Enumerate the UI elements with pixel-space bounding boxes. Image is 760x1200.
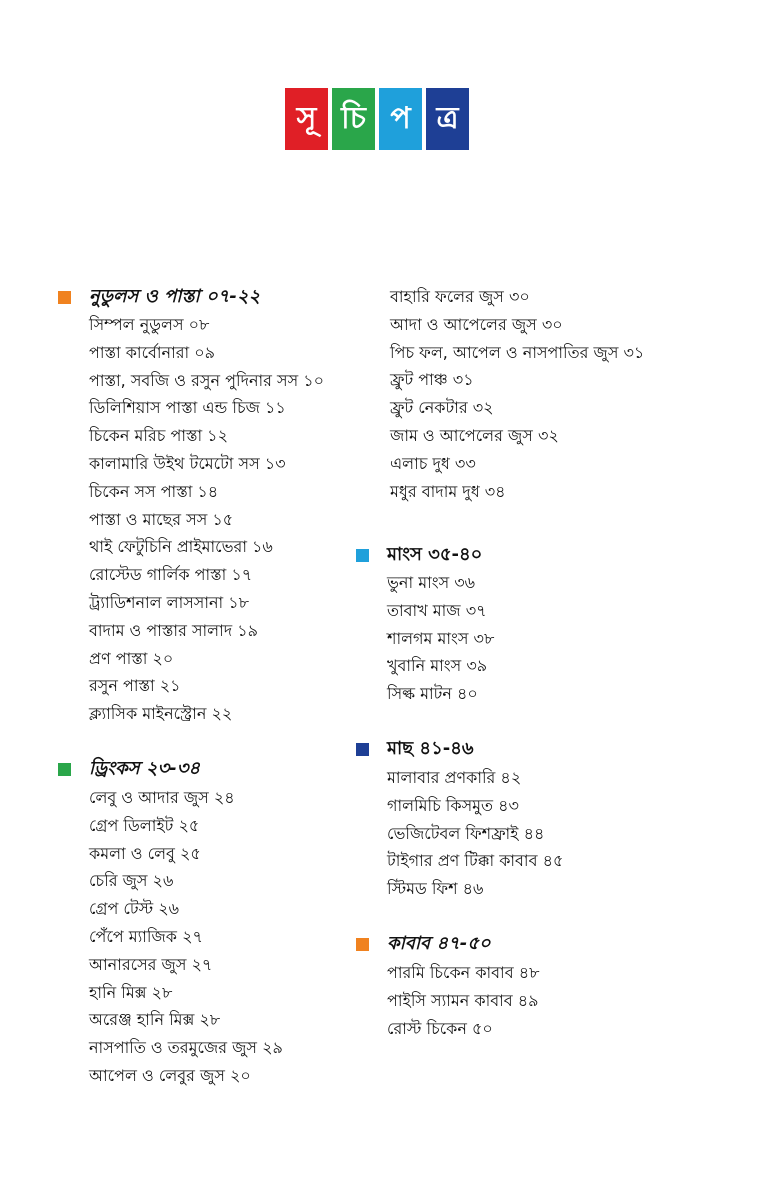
item-list (58, 311, 358, 728)
section-title: মাংস ৩৫-৪০ (387, 543, 483, 565)
square-marker-icon (356, 743, 369, 756)
toc-entry: প্রণ পাস্তা ২০ (89, 648, 174, 668)
toc-entry: সিম্পল নুডুলস ০৮ (89, 315, 210, 334)
item-list (356, 569, 756, 708)
toc-entry: মধুর বাদাম দুধ ৩৪ (390, 481, 506, 501)
square-marker-icon (356, 938, 369, 951)
square-marker-icon (356, 549, 369, 562)
square-marker-icon (58, 763, 71, 776)
square-marker-icon (58, 291, 71, 304)
toc-entry: আপেল ও লেবুর জুস ২০ (89, 1065, 251, 1085)
section-title: ড্রিংকস ২৩-৩৪ (89, 758, 201, 780)
toc-entry: পাস্তা কার্বোনারা ০৯ (89, 342, 216, 362)
section-heading (58, 756, 358, 784)
toc-entry: অরেঞ্জ হানি মিক্স ২৮ (89, 1010, 221, 1030)
item-list (356, 764, 756, 903)
drinks-continued (390, 283, 750, 505)
toc-entry: পাস্তা, সবজি ও রসুন পুদিনার সস ১০ (89, 370, 325, 390)
toc-entry: এলাচ দুধ ৩৩ (390, 453, 476, 473)
toc-entry: বাহারি ফলের জুস ৩০ (390, 287, 530, 306)
toc-entry: বাদাম ও পাস্তার সালাদ ১৯ (89, 620, 258, 640)
toc-entry: ভুনা মাংস ৩৬ (387, 573, 476, 592)
toc-entry: কমলা ও লেবু ২৫ (89, 843, 201, 863)
item-list (58, 784, 358, 1090)
toc-entry: হানি মিক্স ২৮ (89, 982, 173, 1002)
toc-entry: গালমিচি কিসমুত ৪৩ (387, 795, 519, 815)
toc-entry: রোস্টেড গার্লিক পাস্তা ১৭ (89, 565, 253, 585)
toc-entry: পাইসি স্যামন কাবাব ৪৯ (387, 990, 539, 1010)
toc-entry: ট্র্যাডিশনাল লাসসানা ১৮ (89, 592, 250, 612)
toc-entry: ডিলিশিয়াস পাস্তা এন্ড চিজ ১১ (89, 398, 286, 418)
page-title (285, 88, 469, 150)
title-letter: ত্র (426, 88, 469, 150)
toc-entry: শালগম মাংস ৩৮ (387, 628, 495, 648)
toc-entry: পেঁপে ম্যাজিক ২৭ (89, 926, 203, 946)
toc-entry: স্টিমড ফিশ ৪৬ (387, 879, 484, 899)
section-title: মাছ ৪১-৪৬ (387, 738, 474, 760)
toc-entry: তাবাখ মাজ ৩৭ (387, 600, 487, 620)
toc-entry: খুবানি মাংস ৩৯ (387, 656, 488, 676)
toc-entry: মালাবার প্রণকারি ৪২ (387, 767, 522, 787)
toc-entry: রসুন পাস্তা ২১ (89, 676, 181, 696)
toc-entry: আদা ও আপেলের জুস ৩০ (390, 314, 563, 334)
toc-entry: ক্ল্যাসিক মাইনস্ট্রোন ২২ (89, 704, 233, 724)
toc-entry: টাইগার প্রণ টিক্কা কাবাব ৪৫ (387, 851, 564, 871)
section-fish (356, 736, 756, 903)
toc-entry: পাস্তা ও মাছের সস ১৫ (89, 509, 234, 529)
toc-entry: চেরি জুস ২৬ (89, 871, 174, 891)
toc-entry: চিকেন মরিচ পাস্তা ১২ (89, 426, 228, 446)
section-kebab (356, 931, 756, 1042)
toc-entry: নাসপাতি ও তরমুজের জুস ২৯ (89, 1038, 283, 1058)
toc-entry: রোস্ট চিকেন ৫০ (387, 1018, 493, 1038)
toc-entry: চিকেন সস পাস্তা ১৪ (89, 481, 219, 501)
section-title: কাবাব ৪৭-৫০ (387, 933, 491, 955)
toc-entry: আনারসের জুস ২৭ (89, 954, 213, 974)
section-noodles (58, 283, 358, 728)
toc-entry: ফ্রুট পাঞ্চ ৩১ (390, 370, 474, 390)
toc-entry: কালামারি উইথ টমেটো সস ১৩ (89, 453, 286, 473)
toc-entry: গ্রেপ ডিলাইট ২৫ (89, 815, 200, 835)
section-title: নুডুলস ও পাস্তা ০৭-২২ (89, 285, 261, 307)
toc-entry: গ্রেপ টেস্ট ২৬ (89, 899, 180, 919)
item-list (356, 959, 756, 1042)
toc-entry: পিচ ফল, আপেল ও নাসপাতির জুস ৩১ (390, 342, 645, 362)
toc-entry: জাম ও আপেলের জুস ৩২ (390, 425, 559, 445)
section-heading (356, 541, 756, 569)
section-meat (356, 541, 756, 708)
toc-entry: ভেজিটেবল ফিশফ্রাই ৪৪ (387, 823, 545, 843)
section-drinks (58, 756, 358, 1090)
title-letter: সূ (285, 88, 328, 150)
toc-entry: লেবু ও আদার জুস ২৪ (89, 787, 235, 807)
toc-entry: ফ্রুট নেকটার ৩২ (390, 398, 494, 418)
section-heading (58, 283, 358, 311)
toc-left-column (58, 283, 358, 1118)
section-heading (356, 931, 756, 959)
title-letter: প (379, 88, 422, 150)
item-list (390, 283, 750, 505)
toc-right-column (356, 541, 756, 1070)
toc-entry: পারমি চিকেন কাবাব ৪৮ (387, 962, 540, 982)
toc-entry: থাই ফেটুচিনি প্রাইমাভেরা ১৬ (89, 537, 273, 557)
title-letter: চি (332, 88, 375, 150)
section-heading (356, 736, 756, 764)
toc-entry: সিল্ক মাটন ৪০ (387, 684, 478, 704)
